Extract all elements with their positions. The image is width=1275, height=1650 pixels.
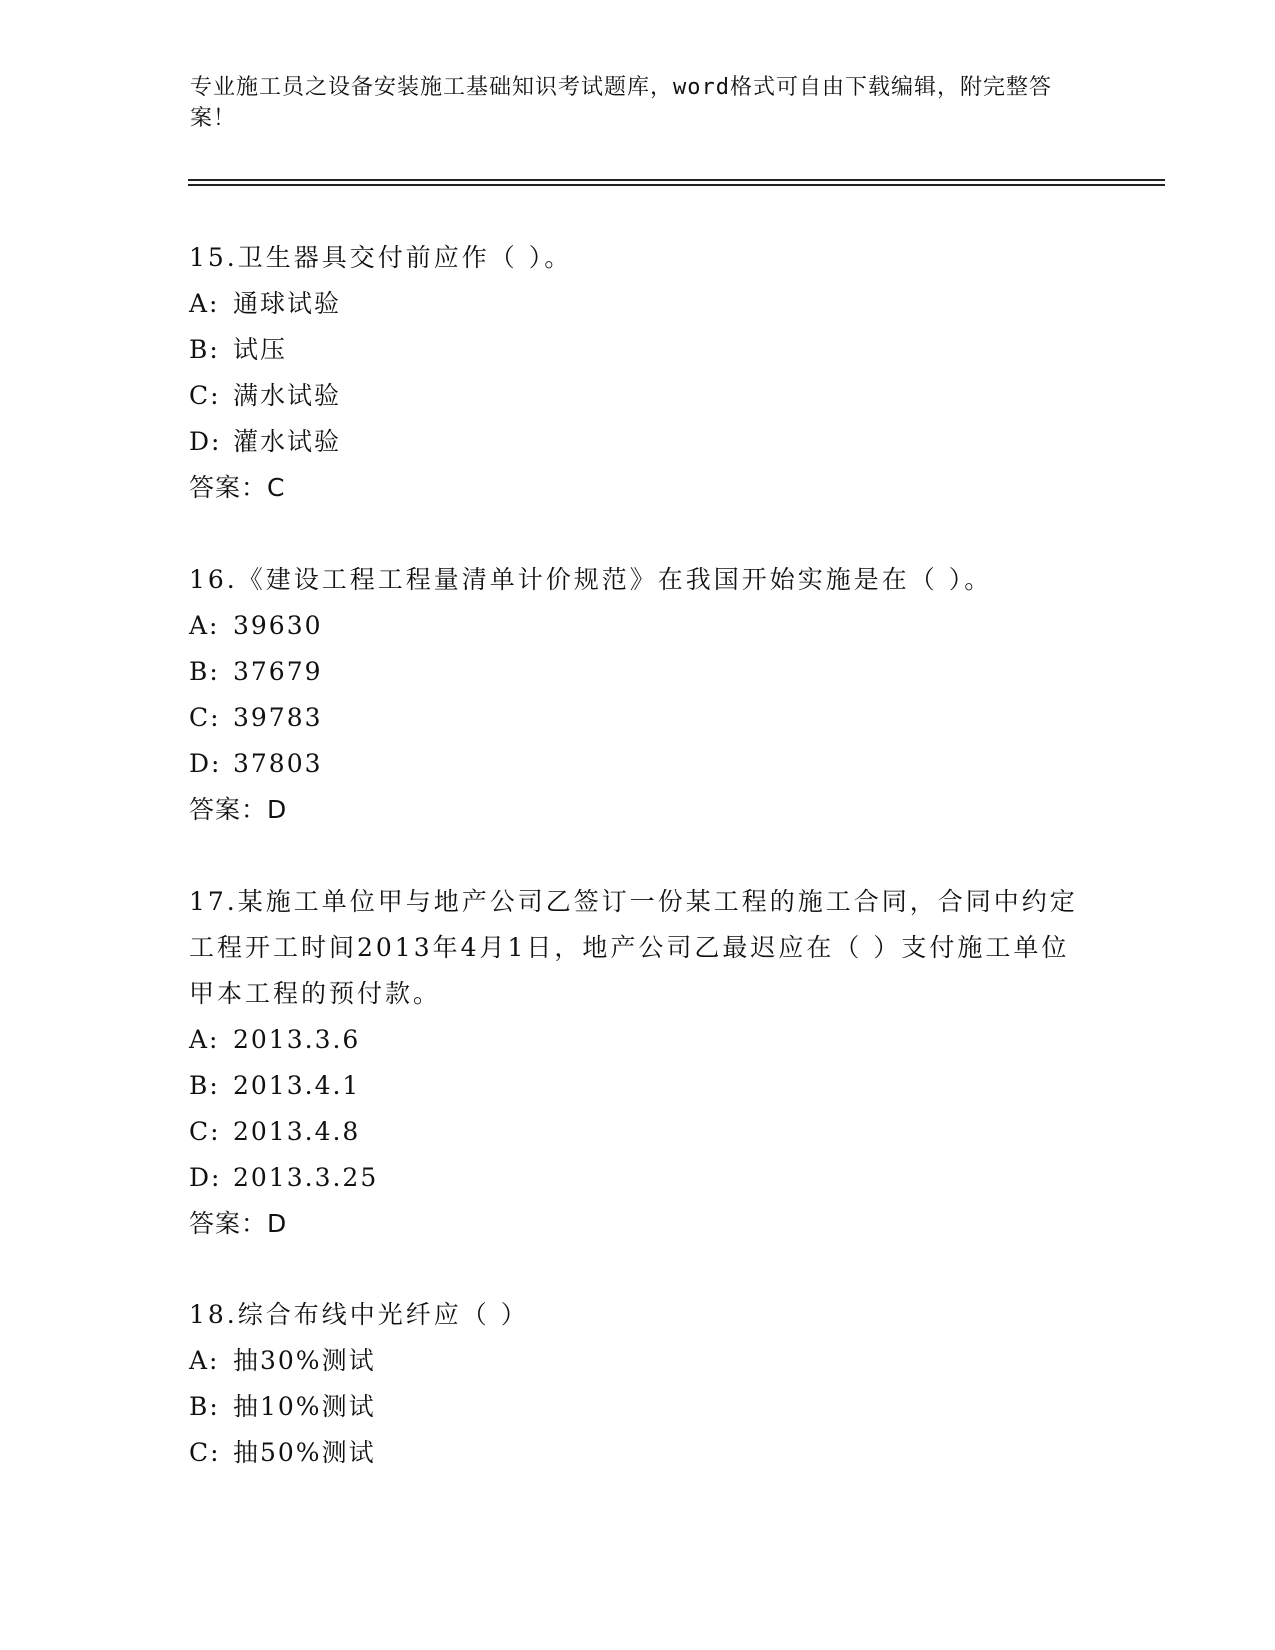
option-label: A:: [189, 289, 220, 318]
option-text: 抽50%测试: [233, 1438, 376, 1467]
option-c: [189, 1430, 1089, 1476]
option-label: D:: [189, 1163, 222, 1192]
option-a: [189, 1017, 1089, 1063]
answer-line: 答案：D: [189, 1209, 288, 1238]
option-d: [189, 741, 1089, 787]
option-text: 通球试验: [233, 289, 342, 318]
option-b: [189, 649, 1089, 695]
option-label: D:: [189, 427, 222, 456]
option-text: 2013.4.1: [233, 1071, 361, 1100]
option-text: 2013.4.8: [233, 1117, 361, 1146]
answer-line: 答案：C: [189, 473, 286, 502]
option-text: 39630: [233, 611, 323, 640]
header-divider-top: [188, 179, 1165, 181]
option-text: 试压: [233, 335, 288, 364]
question-stem: 15.卫生器具交付前应作（ ）。: [189, 243, 573, 272]
option-label: C:: [189, 1438, 221, 1467]
option-label: C:: [189, 703, 221, 732]
document-header: 专业施工员之设备安装施工基础知识考试题库，word格式可自由下载编辑，附完整答案！: [190, 75, 1052, 131]
option-b: [189, 327, 1089, 373]
question-16: [189, 557, 1089, 833]
option-text: 37803: [233, 749, 323, 778]
option-text: 灌水试验: [233, 427, 342, 456]
option-label: B:: [189, 657, 220, 686]
option-label: A:: [189, 1025, 220, 1054]
option-label: D:: [189, 749, 222, 778]
option-d: [189, 1155, 1089, 1201]
option-label: A:: [189, 1346, 220, 1375]
option-text: 2013.3.6: [233, 1025, 361, 1054]
option-text: 39783: [233, 703, 323, 732]
question-15: [189, 235, 1089, 511]
option-c: [189, 695, 1089, 741]
option-label: B:: [189, 335, 220, 364]
option-label: C:: [189, 381, 221, 410]
answer-line: 答案：D: [189, 795, 288, 824]
option-a: [189, 1338, 1089, 1384]
question-stem: 18.综合布线中光纤应（ ）: [189, 1300, 529, 1329]
option-b: [189, 1384, 1089, 1430]
option-label: A:: [189, 611, 220, 640]
option-a: [189, 281, 1089, 327]
option-c: [189, 1109, 1089, 1155]
option-c: [189, 373, 1089, 419]
option-b: [189, 1063, 1089, 1109]
option-a: [189, 603, 1089, 649]
option-d: [189, 419, 1089, 465]
option-label: B:: [189, 1071, 220, 1100]
option-text: 满水试验: [233, 381, 342, 410]
option-text: 抽30%测试: [233, 1346, 376, 1375]
question-17: [189, 879, 1089, 1247]
option-label: C:: [189, 1117, 221, 1146]
question-18: [189, 1292, 1089, 1476]
question-stem: 16.《建设工程工程量清单计价规范》在我国开始实施是在（ ）。: [189, 565, 993, 594]
option-text: 2013.3.25: [233, 1163, 379, 1192]
option-label: B:: [189, 1392, 220, 1421]
question-stem: 17.某施工单位甲与地产公司乙签订一份某工程的施工合同，合同中约定工程开工时间2013年4月1日，地产公司乙最迟应在（ ）支付施工单位甲本工程的预付款。: [189, 887, 1078, 1008]
option-text: 抽10%测试: [233, 1392, 376, 1421]
header-divider-bottom: [188, 184, 1165, 186]
option-text: 37679: [233, 657, 323, 686]
